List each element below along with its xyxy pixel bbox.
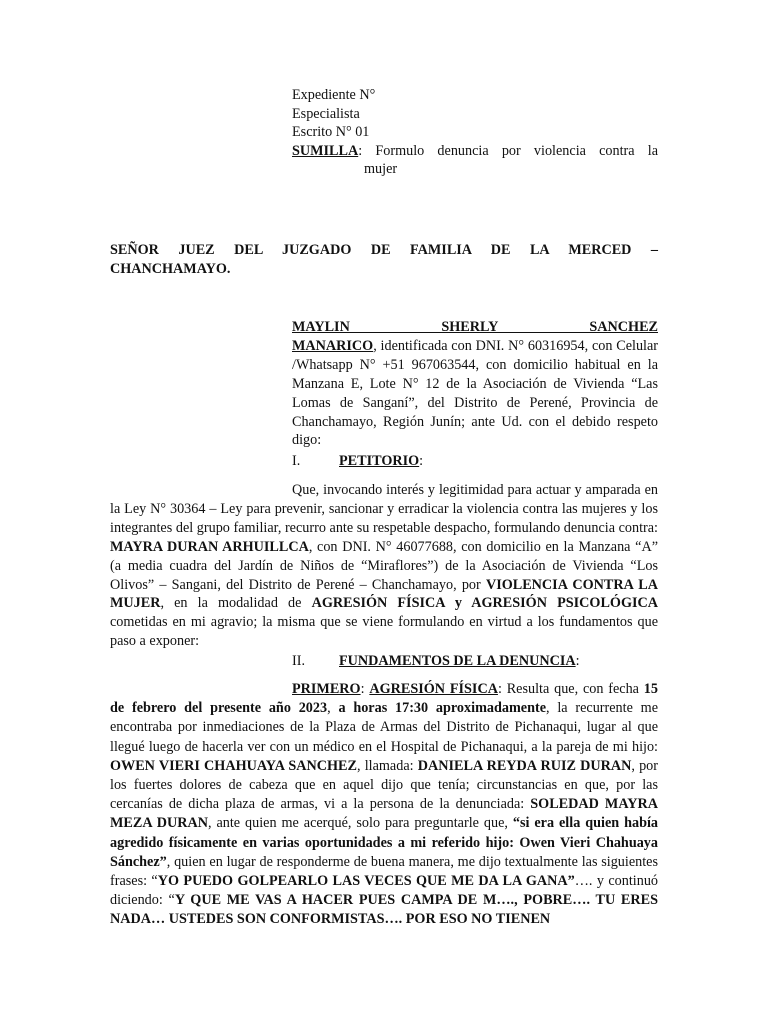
- section-fundamentos-heading: [292, 652, 658, 671]
- quoted-phrase: Y QUE ME VAS A HACER PUES CAMPA DE M…., POBRE…. TU ERES NADA… USTEDES SON CONFORMISTAS…. POR ESO NO TIENEN: [110, 892, 658, 928]
- primero-paragraph: [110, 680, 658, 930]
- text-run: …. y continuó diciendo: “: [110, 873, 659, 909]
- section-colon: :: [419, 453, 424, 469]
- section-title: FUNDAMENTOS DE LA DENUNCIA: [339, 653, 576, 669]
- text-run: , llamada:: [356, 757, 418, 774]
- text-run: , quien en lugar de responderme de buena manera, me dijo textualmente las siguientes frases: “: [110, 853, 658, 890]
- incident-date: 15 de febrero del presente año 2023: [110, 681, 658, 717]
- petitorio-paragraph: [110, 481, 658, 651]
- text-run: , ante quien me acerqué, solo para preguntarle que,: [207, 815, 513, 832]
- complainant-intro: [292, 318, 658, 450]
- text-run: , con DNI. N° 46077688, con domicilio en la Manzana “A” (a media cuadra del Jardín de Niños de “Miraflores”) de la Asociación de Vivienda “Los Olivos” – Sangani, del Distrito de Perené – Chanchamayo, por: [110, 538, 658, 593]
- text-run: , la recurrente me encontraba por inmediaciones de la Plaza de Armas del Distrito de Pichanaqui, lugar al que llegué luego de hacerla ver con un médico en el Hospital de Pichanaqui, a la pareja de mi hijo:: [110, 700, 658, 755]
- case-header: [292, 86, 658, 179]
- complainant-details: identificada con DNI. N° 60316954, con Celular /Whatsapp N° +51 967063544, con domicilio habitual en la Manzana E, Lote N° 12 de la Asociación de Vivienda “Las Lomas de Sanganí”, del Distrito de Perené, Provincia de Chanchamayo, Región Junín; ante Ud. con el debido respeto digo:: [292, 337, 659, 449]
- sumilla-label: SUMILLA: [292, 142, 359, 159]
- escrito-label: Escrito N° 01: [292, 124, 370, 141]
- section-colon: :: [575, 653, 580, 669]
- defendant-name: MAYRA DURAN ARHUILLCA: [110, 538, 309, 555]
- section-title: PETITORIO: [339, 453, 420, 469]
- text-run: ,: [327, 700, 339, 717]
- sumilla: [292, 142, 658, 161]
- text-run: , en la modalidad de: [160, 595, 312, 612]
- quoted-phrase: YO PUEDO GOLPEARLO LAS VECES QUE ME DA LA GANA”: [157, 873, 575, 890]
- sumilla-continuation: mujer: [364, 161, 398, 178]
- sumilla-text: : Formulo denuncia por violencia contra la: [358, 142, 658, 159]
- incident-time: a horas 17:30 aproximadamente: [338, 700, 546, 717]
- text-run: , por los fuertes dolores de cabeza que en aquel dijo que tenía; circunstancias en que, por las cercanías de dicha plaza de armas, vi a la persona de la denunciada:: [110, 757, 658, 813]
- accused-name: SOLEDAD MAYRA MEZA DURAN: [110, 796, 659, 832]
- expediente-label: Expediente N°: [292, 87, 376, 103]
- addressee: [110, 241, 658, 278]
- partner-name: DANIELA REYDA RUIZ DURAN: [417, 757, 632, 774]
- text-run: cometidas en mi agravio; la misma que se viene formulando en virtud a los fundamentos que paso a exponer:: [110, 614, 658, 650]
- name-comma: ,: [373, 337, 377, 354]
- complainant-name: MAYLIN SHERLY SANCHEZ MANARICO: [292, 319, 658, 354]
- question-quote: “si era ella quien había agredido físicamente en varias oportunidades a mi referido hijo: Owen Vieri Chahuaya Sánchez”: [110, 815, 659, 870]
- text-run: Que, invocando interés y legitimidad para actuar y amparada en la Ley N° 30364 – Ley para prevenir, sancionar y erradicar la violencia contra las mujeres y los integrantes del grupo familiar, recurro ante su respetable despacho, formulando denuncia contra:: [110, 482, 658, 536]
- addressee-line-1: SEÑOR JUEZ DEL JUZGADO DE FAMILIA DE LA MERCED –: [110, 242, 658, 258]
- section-petitorio-heading: [292, 452, 658, 471]
- addressee-line-2: CHANCHAMAYO.: [110, 260, 231, 277]
- fundamento-label: PRIMERO: [292, 681, 361, 697]
- son-name: OWEN VIERI CHAHUAYA SANCHEZ: [110, 757, 357, 774]
- text-run: : Resulta que, con fecha: [497, 681, 644, 697]
- fundamento-sublabel: AGRESIÓN FÍSICA: [369, 681, 498, 697]
- text-run: :: [360, 681, 370, 697]
- section-number: I.: [292, 453, 301, 469]
- especialista-label: Especialista: [292, 105, 360, 122]
- offense-type: VIOLENCIA CONTRA LA MUJER: [110, 576, 658, 612]
- offense-modality: AGRESIÓN FÍSICA y AGRESIÓN PSICOLÓGICA: [311, 595, 658, 612]
- section-number: II.: [292, 653, 305, 669]
